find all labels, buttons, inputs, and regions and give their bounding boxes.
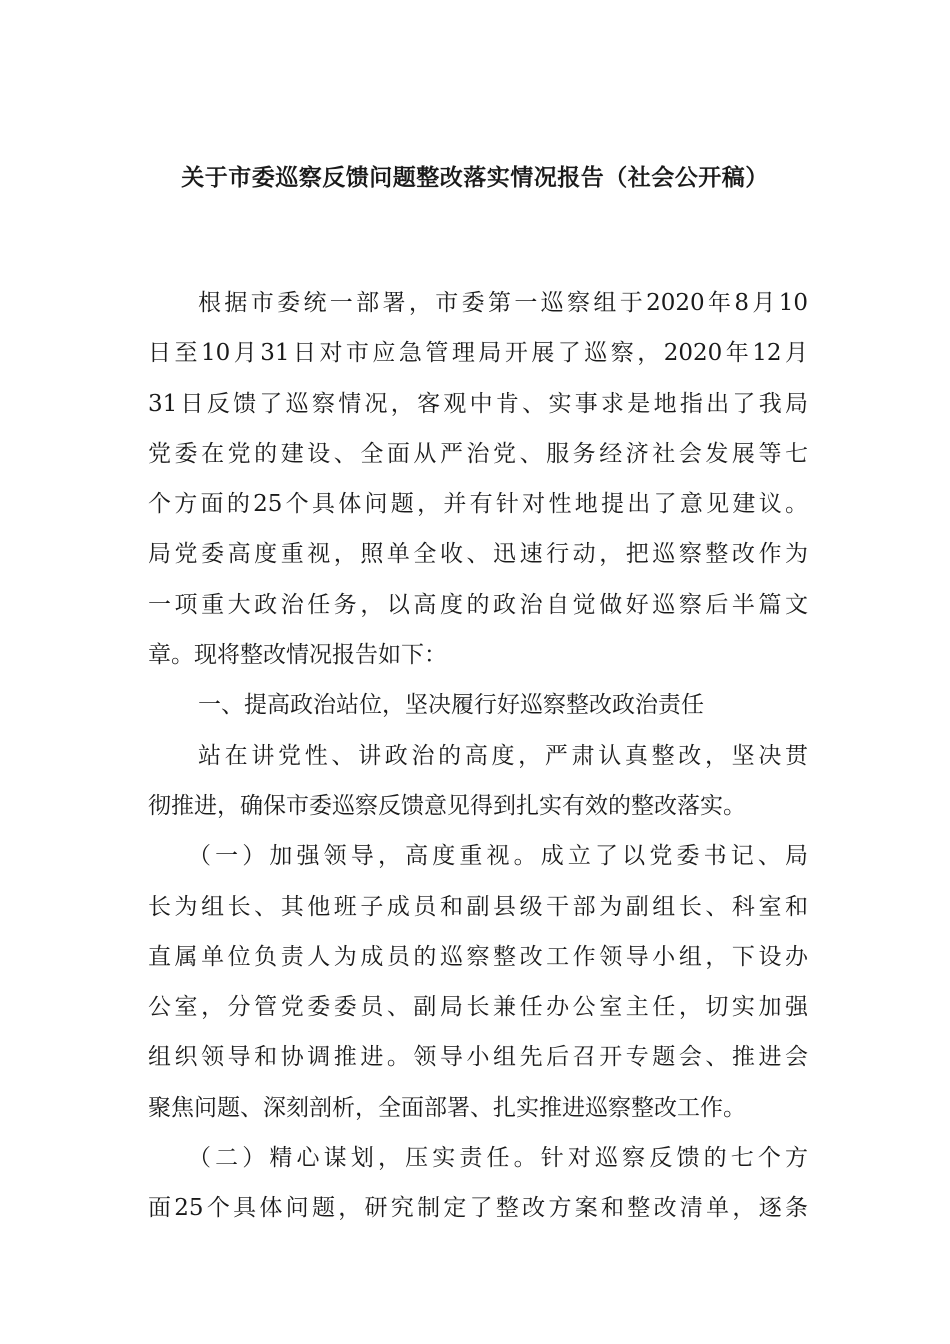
paragraph-line: 站在讲党性、讲政治的高度，严肃认真整改，坚决贯 (198, 742, 808, 769)
paragraph-line: 章。现将整改情况报告如下： (148, 642, 447, 669)
paragraph-line: 直属单位负责人为成员的巡察整改工作领导小组，下设办 (148, 943, 808, 970)
paragraph-line: 长为组长、其他班子成员和副县级干部为副组长、科室和 (148, 893, 808, 920)
paragraph-line: 公室，分管党委委员、副局长兼任办公室主任，切实加强 (148, 994, 808, 1021)
section-heading: 一、提高政治站位，坚决履行好巡察整改政治责任 (198, 692, 704, 719)
document-title: 关于市委巡察反馈问题整改落实情况报告（社会公开稿） (181, 164, 769, 191)
paragraph-line: （一）加强领导，高度重视。成立了以党委书记、局 (188, 843, 808, 870)
paragraph-line: 面25个具体问题，研究制定了整改方案和整改清单，逐条 (148, 1195, 808, 1222)
paragraph-line: 根据市委统一部署，市委第一巡察组于2020年8月10 (198, 290, 808, 316)
document-body (148, 278, 808, 1234)
paragraph-line: 彻推进，确保市委巡察反馈意见得到扎实有效的整改落实。 (148, 792, 746, 819)
paragraph-line: 局党委高度重视，照单全收、迅速行动，把巡察整改作为 (148, 541, 808, 568)
paragraph-line: 日至10月31日对市应急管理局开展了巡察，2020年12月 (148, 340, 808, 367)
paragraph-line: （二）精心谋划，压实责任。针对巡察反馈的七个方 (188, 1145, 808, 1172)
paragraph-line: 聚焦问题、深刻剖析，全面部署、扎实推进巡察整改工作。 (148, 1094, 746, 1121)
paragraph-line: 组织领导和协调推进。领导小组先后召开专题会、推进会 (148, 1044, 808, 1071)
paragraph-line: 党委在党的建设、全面从严治党、服务经济社会发展等七 (148, 440, 808, 467)
paragraph-line: 一项重大政治任务，以高度的政治自觉做好巡察后半篇文 (148, 591, 808, 618)
paragraph-line: 31日反馈了巡察情况，客观中肯、实事求是地指出了我局 (148, 390, 808, 417)
paragraph-line: 个方面的25个具体问题，并有针对性地提出了意见建议。 (148, 491, 808, 518)
